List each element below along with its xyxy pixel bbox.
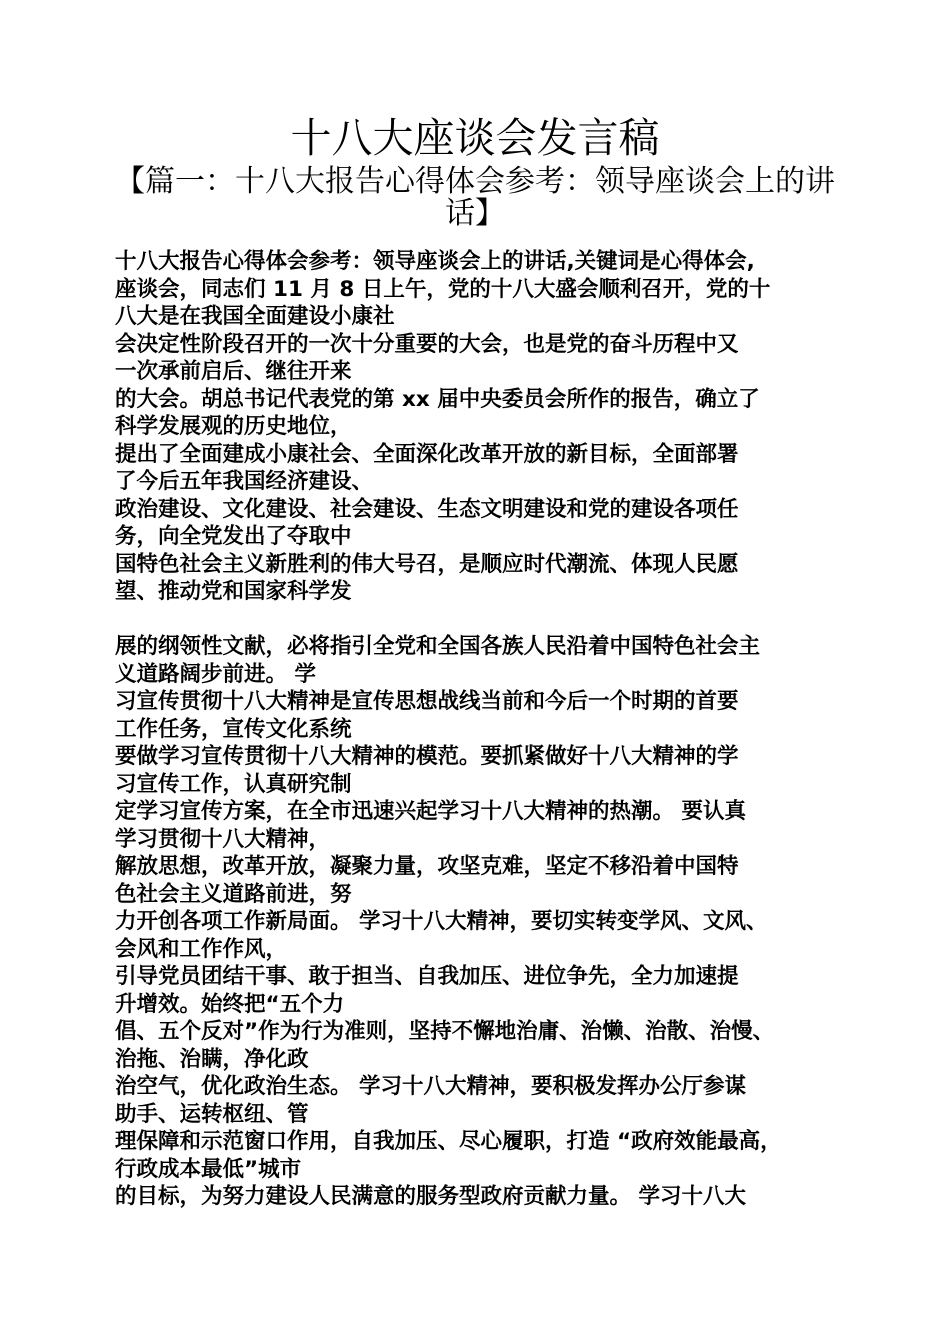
body-line: 提出了全面建成小康社会、全面深化改革开放的新目标，全面部署 [115, 441, 739, 467]
body-line: 八大是在我国全面建设小康社 [115, 304, 395, 329]
subtitle-line: 话】 [445, 196, 505, 231]
body-line: 治空气，优化政治生态。 学习十八大精神，要积极发挥办公厅参谋 [115, 1074, 746, 1099]
body-line: 义道路阔步前进。 学 [115, 661, 316, 687]
body-line: 了今后五年我国经济建设、 [115, 469, 374, 494]
body-line: 解放思想，改革开放，凝聚力量，攻坚克难，坚定不移沿着中国特 [115, 854, 739, 879]
body-line: 望、推动党和国家科学发 [115, 579, 352, 604]
body-line: 座谈会，同志们 11 月 8 日上午，党的十八大盛会顺利召开，党的十 [115, 276, 771, 302]
body-line: 国特色社会主义新胜利的伟大号召，是顺应时代潮流、体现人民愿 [115, 551, 739, 577]
body-line: 助手、运转枢纽、管 [115, 1101, 309, 1127]
body-line: 理保障和示范窗口作用，自我加压、尽心履职，打造 “政府效能最高， [115, 1129, 782, 1154]
body-line: 色社会主义道路前进，努 [115, 881, 352, 907]
body-line: 要做学习宣传贯彻十八大精神的模范。要抓紧做好十八大精神的学 [115, 744, 739, 769]
body-line: 习宣传贯彻十八大精神是宣传思想战线当前和今后一个时期的首要 [115, 689, 739, 714]
body-line: 十八大报告心得体会参考：领导座谈会上的讲话,关键词是心得体会, [115, 249, 755, 274]
body-line: 科学发展观的历史地位， [115, 414, 352, 439]
body-line: 务，向全党发出了夺取中 [115, 524, 352, 549]
body-line: 习宣传工作，认真研究制 [115, 771, 352, 797]
body-line: 会决定性阶段召开的一次十分重要的大会，也是党的奋斗历程中又 [115, 331, 739, 357]
body-line: 力开创各项工作新局面。 学习十八大精神，要切实转变学风、文风、 [115, 909, 768, 934]
document-subtitle [110, 166, 840, 230]
body-line: 治拖、治瞒，净化政 [115, 1046, 309, 1072]
body-line: 学习贯彻十八大精神， [115, 826, 331, 852]
body-line: 工作任务，宣传文化系统 [115, 716, 352, 742]
document-title: 十八大座谈会发言稿 [290, 114, 660, 162]
body-line: 展的纲领性文献，必将指引全党和全国各族人民沿着中国特色社会主 [115, 634, 761, 659]
body-line: 政治建设、文化建设、社会建设、生态文明建设和党的建设各项任 [115, 496, 739, 522]
body-block-2 [115, 633, 845, 1211]
body-line: 定学习宣传方案，在全市迅速兴起学习十八大精神的热潮。 要认真 [115, 799, 746, 824]
body-block-1 [115, 248, 845, 606]
body-line: 行政成本最低”城市 [115, 1156, 302, 1182]
body-line: 的大会。胡总书记代表党的第 xx 届中央委员会所作的报告，确立了 [115, 386, 760, 412]
document-body [115, 248, 845, 1211]
body-line: 升增效。始终把“五个力 [115, 991, 345, 1017]
body-line: 倡、五个反对”作为行为准则，坚持不懈地治庸、治懒、治散、治慢、 [115, 1019, 775, 1044]
body-line: 引导党员团结干事、敢于担当、自我加压、进位争先，全力加速提 [115, 964, 739, 989]
body-line: 的目标，为努力建设人民满意的服务型政府贡献力量。 学习十八大 [115, 1184, 746, 1209]
subtitle-line: 【篇一：十八大报告心得体会参考：领导座谈会上的讲 [115, 164, 835, 199]
body-line: 一次承前启后、继往开来 [115, 359, 352, 384]
paragraph-gap [115, 606, 845, 634]
body-line: 会风和工作作风， [115, 936, 288, 962]
